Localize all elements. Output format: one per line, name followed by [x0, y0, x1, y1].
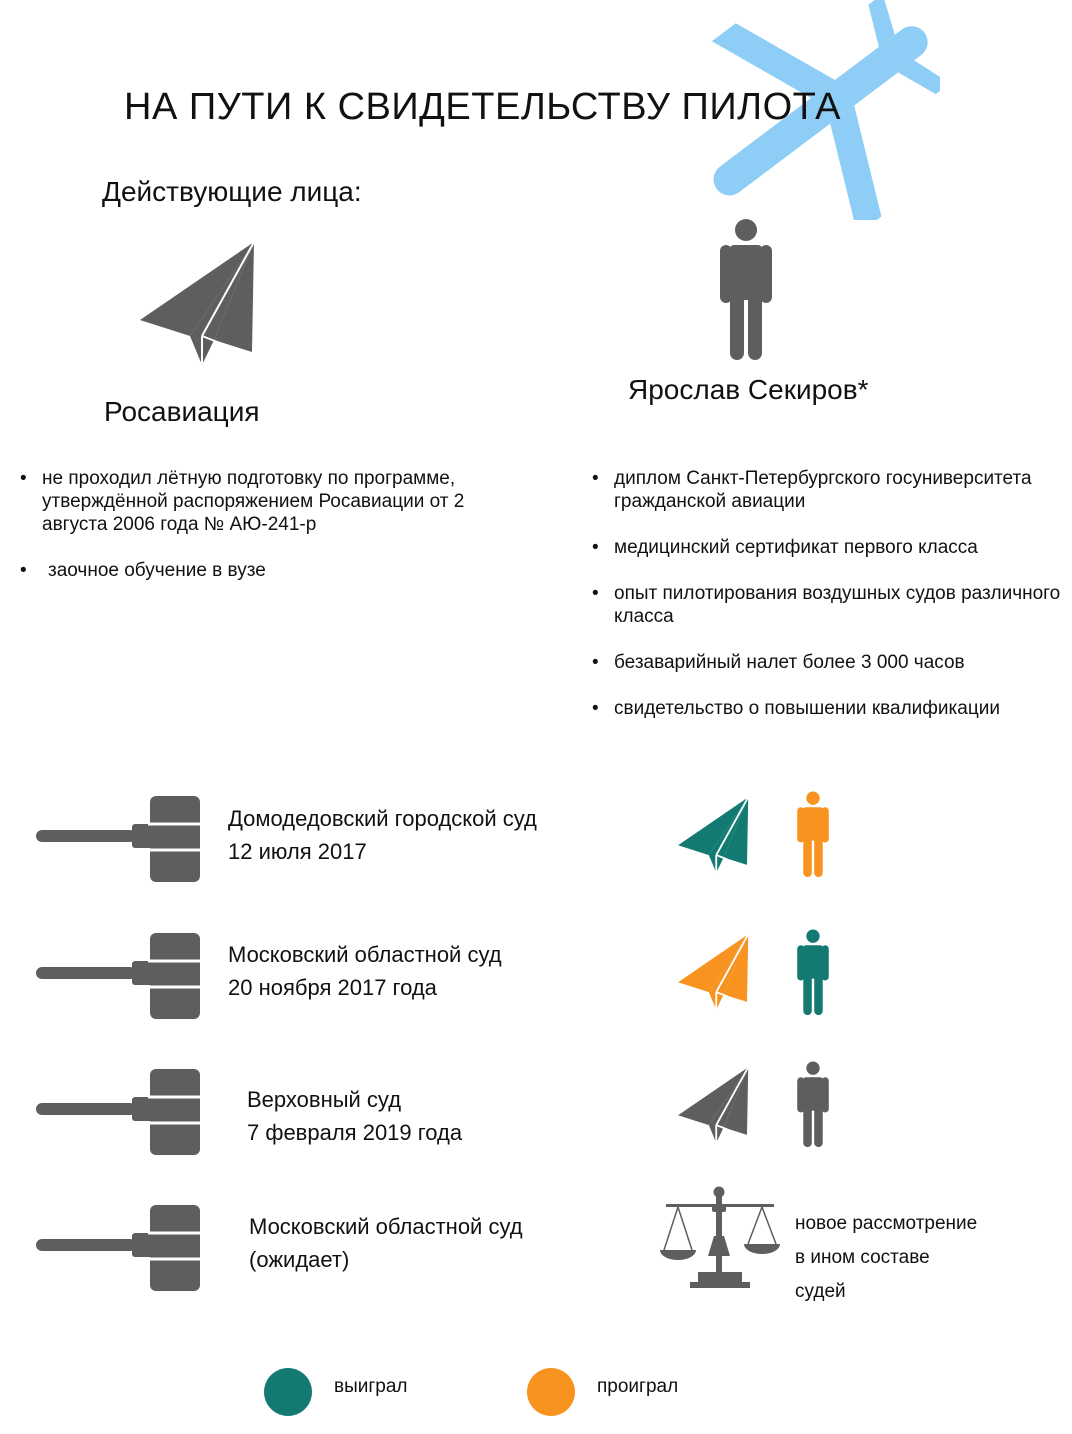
pilot-name: Ярослав Секиров*	[628, 374, 869, 405]
page-title: НА ПУТИ К СВИДЕТЕЛЬСТВУ ПИЛОТА	[124, 86, 841, 128]
legend-lost-label: проиграл	[597, 1376, 679, 1397]
list-item: • свидетельство о повышении квалификации	[592, 697, 1062, 720]
paper-plane-icon	[678, 1066, 752, 1146]
pilot-points	[592, 467, 1062, 743]
gavel-icon	[34, 1067, 214, 1157]
paper-plane-icon	[678, 796, 752, 876]
agency-name: Росавиация	[104, 396, 260, 427]
pending-note: новое рассмотрение в ином составе судей	[795, 1213, 978, 1302]
legend-won-swatch	[264, 1368, 312, 1416]
list-item: • опыт пилотирования воздушных судов различного класса	[592, 582, 1062, 628]
person-icon	[796, 928, 830, 1016]
court-name: Домодедовский городской суд	[228, 806, 537, 831]
court-row-3	[247, 1083, 462, 1149]
court-name: Московский областной суд	[228, 942, 502, 967]
court-row-1	[228, 802, 537, 868]
court-row-4	[249, 1210, 523, 1276]
list-item: • медицинский сертификат первого класса	[592, 536, 1062, 559]
actors-heading: Действующие лица:	[102, 176, 362, 207]
legend-won-label: выиграл	[334, 1376, 408, 1397]
paper-plane-icon	[678, 933, 752, 1013]
court-date: 20 ноября 2017 года	[228, 975, 437, 1000]
court-name: Московский областной суд	[249, 1214, 523, 1239]
list-item: • не проходил лётную подготовку по программе, утверждённой распоряжением Росавиации от 2 августа 2006 года № АЮ-241-р	[20, 467, 520, 536]
person-icon	[796, 1060, 830, 1148]
scales-icon	[660, 1186, 780, 1290]
list-item: • безаварийный налет более 3 000 часов	[592, 651, 1062, 674]
list-item: • диплом Санкт-Петербургского госуниверситета гражданской авиации	[592, 467, 1062, 513]
gavel-icon	[34, 794, 214, 884]
person-icon	[718, 218, 774, 360]
court-row-2	[228, 938, 502, 1004]
gavel-icon	[34, 1203, 214, 1293]
court-date: 12 июля 2017	[228, 839, 367, 864]
person-icon	[796, 790, 830, 878]
gavel-icon	[34, 931, 214, 1021]
list-item: • заочное обучение в вузе	[20, 559, 520, 582]
agency-points	[20, 467, 520, 605]
court-date: 7 февраля 2019 года	[247, 1120, 463, 1145]
legend-lost-swatch	[527, 1368, 575, 1416]
court-date: (ожидает)	[249, 1247, 350, 1272]
paper-plane-icon	[140, 240, 260, 370]
court-name: Верховный суд	[247, 1087, 402, 1112]
